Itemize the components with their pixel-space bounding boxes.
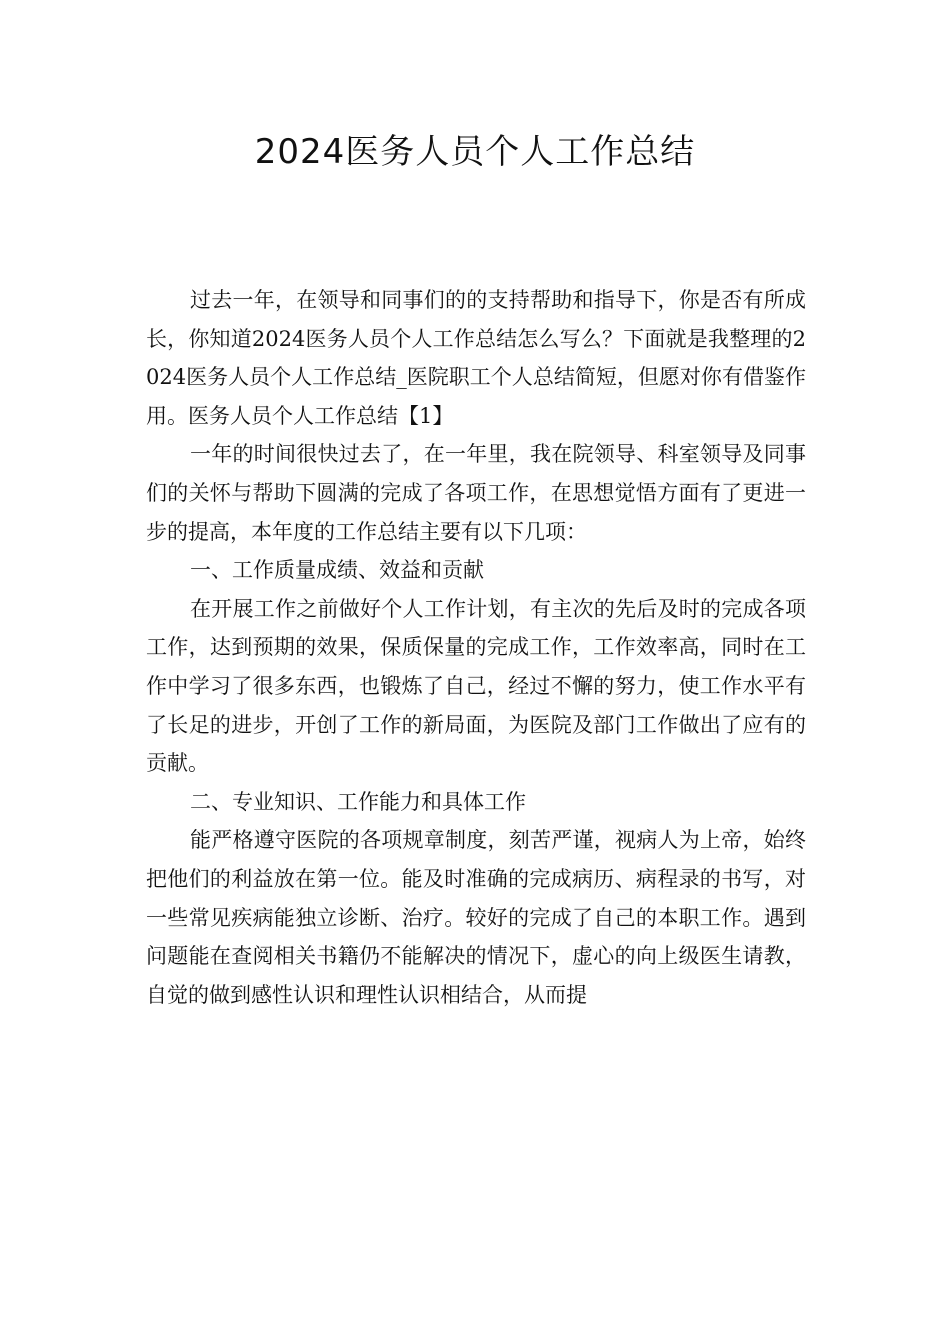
paragraph-overview: 一年的时间很快过去了，在一年里，我在院领导、科室领导及同事们的关怀与帮助下圆满的完成了各项工作，在思想觉悟方面有了更进一步的提高，本年度的工作总结主要有以下几项： bbox=[146, 442, 806, 544]
section-heading-quality: 一、工作质量成绩、效益和贡献 bbox=[190, 558, 484, 583]
paragraph-intro: 过去一年，在领导和同事们的的支持帮助和指导下，你是否有所成长，你知道2024医务人员个人工作总结怎么写么？下面就是我整理的2024医务人员个人工作总结_医院职工个人总结简短，但愿对你有借鉴作用。医务人员个人工作总结【1】 bbox=[146, 288, 806, 428]
paragraph-quality: 在开展工作之前做好个人工作计划，有主次的先后及时的完成各项工作，达到预期的效果，保质保量的完成工作，工作效率高，同时在工作中学习了很多东西，也锻炼了自己，经过不懈的努力，使工作水平有了长足的进步，开创了工作的新局面，为医院及部门工作做出了应有的贡献。 bbox=[146, 596, 806, 776]
document-body bbox=[146, 281, 806, 1014]
paragraph-professional: 能严格遵守医院的各项规章制度，刻苦严谨，视病人为上帝，始终把他们的利益放在第一位。能及时准确的完成病历、病程录的书写，对一些常见疾病能独立诊断、治疗。较好的完成了自己的本职工作。遇到问题能在查阅相关书籍仍不能解决的情况下，虚心的向上级医生请教，自觉的做到感性认识和理性认识相结合，从而提 bbox=[146, 828, 806, 1007]
document-title: 2024医务人员个人工作总结 bbox=[254, 132, 696, 172]
section-heading-professional: 二、专业知识、工作能力和具体工作 bbox=[190, 789, 526, 814]
